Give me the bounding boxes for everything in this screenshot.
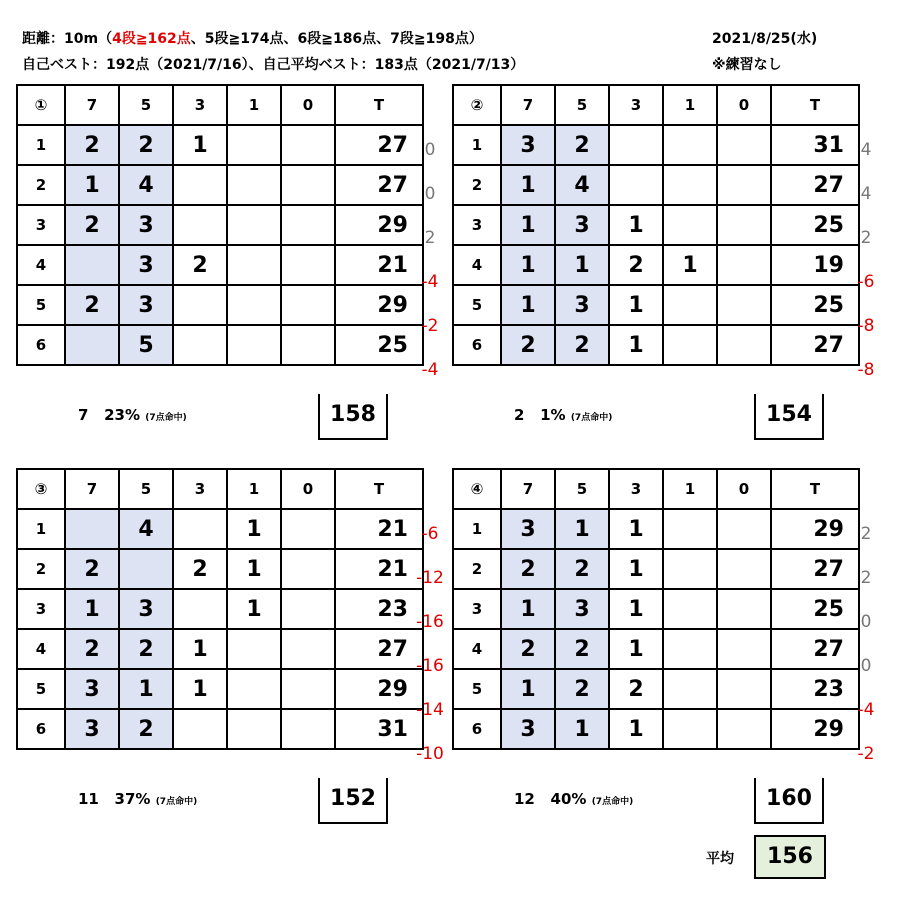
count-cell: 1 (227, 549, 281, 589)
end-total: 29 (771, 509, 859, 549)
table-row (17, 245, 423, 285)
diff-value: -4 (421, 272, 439, 292)
count-cell: 1 (173, 629, 227, 669)
end-total: 29 (335, 205, 423, 245)
column-header: 0 (281, 85, 335, 125)
column-header: 7 (501, 85, 555, 125)
count-cell (281, 125, 335, 165)
count-cell (663, 629, 717, 669)
column-header: T (771, 469, 859, 509)
end-total: 21 (335, 245, 423, 285)
end-total: 23 (335, 589, 423, 629)
hit-note: (7点命中) (145, 413, 187, 423)
count-cell: 1 (609, 589, 663, 629)
count-cell (663, 325, 717, 365)
date: 2021/8/25(水) (712, 31, 818, 47)
end-total: 27 (335, 629, 423, 669)
count-cell (227, 325, 281, 365)
count-cell: 1 (173, 669, 227, 709)
end-total: 25 (771, 589, 859, 629)
count-cell: 2 (555, 125, 609, 165)
count-cell (173, 709, 227, 749)
end-number: 6 (453, 709, 501, 749)
count-cell: 1 (555, 709, 609, 749)
count-cell (663, 589, 717, 629)
diff-value: 2 (860, 228, 872, 248)
count-cell (717, 509, 771, 549)
column-header: 0 (281, 469, 335, 509)
count-cell (173, 205, 227, 245)
end-number: 3 (453, 589, 501, 629)
diff-value: -4 (857, 700, 875, 720)
table-row (453, 245, 859, 285)
hit-summary (514, 790, 633, 808)
end-total: 27 (335, 165, 423, 205)
end-number: 6 (453, 325, 501, 365)
count-cell (281, 549, 335, 589)
column-header: 1 (663, 469, 717, 509)
count-cell: 3 (119, 285, 173, 325)
scorecard-2 (452, 84, 875, 427)
count-cell: 2 (173, 549, 227, 589)
count-cell (227, 629, 281, 669)
table-header-row (453, 85, 859, 125)
end-number: 1 (453, 125, 501, 165)
count-cell (717, 589, 771, 629)
table-row (453, 285, 859, 325)
table-row (17, 589, 423, 629)
diff-value: 0 (424, 140, 436, 160)
count-cell: 2 (65, 549, 119, 589)
end-total: 31 (335, 709, 423, 749)
column-header: 1 (227, 85, 281, 125)
column-header: 0 (717, 85, 771, 125)
diff-value: 0 (860, 612, 872, 632)
count-cell: 2 (65, 205, 119, 245)
count-cell: 2 (501, 549, 555, 589)
column-header: 3 (173, 85, 227, 125)
table-row (453, 125, 859, 165)
column-header: 3 (173, 469, 227, 509)
count-cell: 2 (119, 125, 173, 165)
diff-value: -2 (421, 316, 439, 336)
count-cell (173, 285, 227, 325)
count-cell (281, 709, 335, 749)
table-row (17, 285, 423, 325)
column-header: T (335, 85, 423, 125)
diff-value: 4 (860, 140, 872, 160)
scorecard-1 (16, 84, 439, 427)
count-cell: 1 (555, 245, 609, 285)
count-cell (173, 589, 227, 629)
count-cell (717, 709, 771, 749)
table-row (17, 509, 423, 549)
column-header: 3 (609, 85, 663, 125)
count-cell (717, 629, 771, 669)
end-number: 6 (17, 709, 65, 749)
hit-percent: 37% (114, 790, 151, 808)
column-header: 1 (663, 85, 717, 125)
hits-7: 2 (514, 406, 525, 424)
count-cell (281, 165, 335, 205)
column-header: 3 (609, 469, 663, 509)
count-cell (65, 245, 119, 285)
end-total: 25 (771, 205, 859, 245)
count-cell (281, 245, 335, 285)
table-row (453, 325, 859, 365)
diff-value: 0 (424, 184, 436, 204)
column-header: 7 (65, 469, 119, 509)
count-cell (717, 669, 771, 709)
hit-percent: 23% (104, 406, 141, 424)
count-cell (663, 205, 717, 245)
count-cell: 1 (609, 509, 663, 549)
count-cell: 2 (609, 245, 663, 285)
end-number: 6 (17, 325, 65, 365)
end-number: 5 (453, 285, 501, 325)
end-number: 2 (17, 165, 65, 205)
count-cell: 1 (173, 125, 227, 165)
end-total: 25 (771, 285, 859, 325)
count-cell (717, 165, 771, 205)
table-row (17, 125, 423, 165)
count-cell: 2 (173, 245, 227, 285)
count-cell: 2 (65, 285, 119, 325)
count-cell (281, 325, 335, 365)
count-cell (281, 285, 335, 325)
card-total: 160 (754, 778, 824, 824)
end-number: 3 (17, 589, 65, 629)
count-cell: 1 (609, 205, 663, 245)
count-cell: 1 (609, 709, 663, 749)
distance-suffix: 、5段≧174点、6段≧186点、7段≧198点） (190, 31, 483, 47)
count-cell (65, 325, 119, 365)
count-cell (663, 549, 717, 589)
count-cell (227, 205, 281, 245)
count-cell: 2 (609, 669, 663, 709)
card-total: 152 (318, 778, 388, 824)
card-number: ③ (17, 469, 65, 509)
personal-best-line: 自己ベスト：192点（2021/7/16）、自己平均ベスト：183点（2021/7/13） (22, 57, 525, 73)
count-cell (663, 509, 717, 549)
count-cell (227, 165, 281, 205)
count-cell: 1 (65, 589, 119, 629)
average-label: 平均 (706, 851, 734, 867)
count-cell (227, 709, 281, 749)
count-cell (717, 549, 771, 589)
diff-value: -10 (416, 744, 444, 764)
end-number: 5 (17, 669, 65, 709)
hit-note: (7点命中) (570, 413, 613, 423)
table-header-row (17, 85, 423, 125)
diff-column (410, 128, 450, 392)
end-number: 2 (453, 549, 501, 589)
count-cell: 2 (501, 629, 555, 669)
count-cell: 1 (227, 509, 281, 549)
count-cell (717, 245, 771, 285)
hit-summary (514, 406, 612, 424)
count-cell (609, 165, 663, 205)
count-cell: 2 (65, 125, 119, 165)
card-total: 154 (754, 394, 824, 440)
end-number: 5 (453, 669, 501, 709)
diff-value: 2 (860, 568, 872, 588)
hit-summary (78, 406, 187, 424)
end-number: 1 (17, 125, 65, 165)
distance-red-rank: 4段≧162点 (112, 31, 191, 47)
column-header: 1 (227, 469, 281, 509)
column-header: 0 (717, 469, 771, 509)
count-cell: 3 (501, 509, 555, 549)
distance-line (22, 28, 483, 48)
end-number: 2 (17, 549, 65, 589)
count-cell (717, 325, 771, 365)
diff-value: 4 (860, 184, 872, 204)
count-cell: 4 (555, 165, 609, 205)
count-cell (227, 125, 281, 165)
table-row (453, 509, 859, 549)
count-cell: 3 (555, 285, 609, 325)
count-cell: 2 (501, 325, 555, 365)
end-number: 5 (17, 285, 65, 325)
count-cell: 1 (663, 245, 717, 285)
table-header-row (17, 469, 423, 509)
count-cell (119, 549, 173, 589)
diff-value: -2 (857, 744, 875, 764)
note: ※練習なし (712, 57, 782, 73)
count-cell: 1 (65, 165, 119, 205)
count-cell: 1 (501, 589, 555, 629)
count-cell: 3 (119, 589, 173, 629)
hits-7: 12 (514, 790, 535, 808)
count-cell (281, 629, 335, 669)
diff-column (846, 512, 886, 776)
count-cell: 2 (65, 629, 119, 669)
count-cell (717, 125, 771, 165)
end-total: 25 (335, 325, 423, 365)
count-cell: 1 (609, 325, 663, 365)
count-cell: 1 (501, 165, 555, 205)
count-cell: 3 (555, 589, 609, 629)
end-total: 27 (771, 629, 859, 669)
count-cell: 1 (609, 629, 663, 669)
score-table (16, 84, 424, 366)
count-cell (663, 125, 717, 165)
end-total: 21 (335, 549, 423, 589)
count-cell: 4 (119, 509, 173, 549)
count-cell: 1 (501, 669, 555, 709)
table-row (17, 629, 423, 669)
end-total: 27 (771, 549, 859, 589)
end-number: 1 (17, 509, 65, 549)
score-table (452, 84, 860, 366)
hits-7: 11 (78, 790, 99, 808)
diff-value: -4 (421, 360, 439, 380)
count-cell: 2 (555, 325, 609, 365)
count-cell (663, 669, 717, 709)
score-table (16, 468, 424, 750)
count-cell: 1 (501, 245, 555, 285)
diff-value: -16 (416, 612, 444, 632)
diff-value: 2 (860, 524, 872, 544)
score-table (452, 468, 860, 750)
table-header-row (453, 469, 859, 509)
count-cell: 3 (65, 669, 119, 709)
end-number: 1 (453, 509, 501, 549)
count-cell: 2 (119, 629, 173, 669)
count-cell: 2 (555, 629, 609, 669)
column-header: 5 (119, 469, 173, 509)
count-cell (173, 325, 227, 365)
scorecard-4 (452, 468, 875, 811)
end-number: 4 (17, 629, 65, 669)
count-cell (173, 165, 227, 205)
end-total: 23 (771, 669, 859, 709)
end-total: 27 (335, 125, 423, 165)
end-number: 2 (453, 165, 501, 205)
table-row (453, 165, 859, 205)
end-total: 29 (335, 285, 423, 325)
table-row (17, 165, 423, 205)
distance-prefix: 距離：10m（ (22, 31, 113, 47)
end-total: 21 (335, 509, 423, 549)
end-number: 3 (453, 205, 501, 245)
count-cell: 3 (119, 245, 173, 285)
column-header: T (335, 469, 423, 509)
count-cell: 3 (119, 205, 173, 245)
count-cell: 1 (609, 549, 663, 589)
diff-value: 2 (424, 228, 436, 248)
column-header: 5 (555, 469, 609, 509)
hit-summary (78, 790, 197, 808)
card-number: ④ (453, 469, 501, 509)
column-header: 5 (555, 85, 609, 125)
count-cell (227, 285, 281, 325)
count-cell: 1 (227, 589, 281, 629)
count-cell: 3 (501, 125, 555, 165)
count-cell: 2 (119, 709, 173, 749)
average-value: 156 (754, 835, 826, 879)
end-number: 3 (17, 205, 65, 245)
count-cell: 3 (65, 709, 119, 749)
count-cell (717, 285, 771, 325)
diff-value: -8 (857, 316, 875, 336)
table-row (453, 205, 859, 245)
table-row (17, 709, 423, 749)
count-cell (281, 509, 335, 549)
table-row (17, 669, 423, 709)
count-cell (65, 509, 119, 549)
diff-value: -14 (416, 700, 444, 720)
count-cell: 1 (501, 205, 555, 245)
count-cell: 1 (555, 509, 609, 549)
count-cell (663, 285, 717, 325)
count-cell (173, 509, 227, 549)
end-total: 31 (771, 125, 859, 165)
count-cell: 2 (555, 549, 609, 589)
end-total: 19 (771, 245, 859, 285)
count-cell: 3 (501, 709, 555, 749)
count-cell (227, 245, 281, 285)
column-header: 7 (501, 469, 555, 509)
count-cell (609, 125, 663, 165)
count-cell: 1 (119, 669, 173, 709)
card-number: ① (17, 85, 65, 125)
hit-percent: 1% (540, 406, 566, 424)
column-header: 5 (119, 85, 173, 125)
count-cell (663, 709, 717, 749)
count-cell: 2 (555, 669, 609, 709)
table-row (17, 549, 423, 589)
diff-column (846, 128, 886, 392)
end-number: 4 (17, 245, 65, 285)
table-row (17, 205, 423, 245)
count-cell (227, 669, 281, 709)
count-cell (281, 589, 335, 629)
count-cell: 3 (555, 205, 609, 245)
diff-column (410, 512, 450, 776)
count-cell: 5 (119, 325, 173, 365)
table-row (17, 325, 423, 365)
hits-7: 7 (78, 406, 89, 424)
table-row (453, 549, 859, 589)
hit-percent: 40% (550, 790, 587, 808)
scorecard-3 (16, 468, 444, 811)
diff-value: -6 (857, 272, 875, 292)
count-cell: 1 (609, 285, 663, 325)
table-row (453, 669, 859, 709)
end-number: 4 (453, 245, 501, 285)
column-header: T (771, 85, 859, 125)
count-cell (663, 165, 717, 205)
card-total: 158 (318, 394, 388, 440)
diff-value: -16 (416, 656, 444, 676)
count-cell: 4 (119, 165, 173, 205)
count-cell (717, 205, 771, 245)
diff-value: 0 (860, 656, 872, 676)
end-number: 4 (453, 629, 501, 669)
diff-value: -6 (421, 524, 439, 544)
table-row (453, 629, 859, 669)
count-cell (281, 669, 335, 709)
hit-note: (7点命中) (155, 797, 198, 807)
count-cell (281, 205, 335, 245)
diff-value: -8 (857, 360, 875, 380)
hit-note: (7点命中) (591, 797, 634, 807)
column-header: 7 (65, 85, 119, 125)
table-row (453, 709, 859, 749)
diff-value: -12 (416, 568, 444, 588)
end-total: 29 (335, 669, 423, 709)
end-total: 27 (771, 165, 859, 205)
table-row (453, 589, 859, 629)
end-total: 29 (771, 709, 859, 749)
card-number: ② (453, 85, 501, 125)
count-cell: 1 (501, 285, 555, 325)
end-total: 27 (771, 325, 859, 365)
